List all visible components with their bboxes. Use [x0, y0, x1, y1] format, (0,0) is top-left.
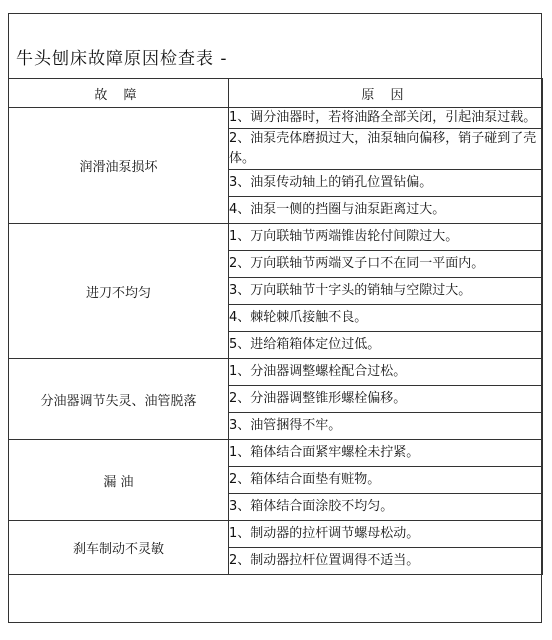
table-row: [9, 224, 543, 251]
cause-cell: 4、棘轮棘爪接触不良。: [229, 305, 543, 332]
cause-cell: 4、油泵一侧的挡圈与油泵距离过大。: [229, 197, 543, 224]
cause-cell: 3、油管捆得不牢。: [229, 413, 543, 440]
cause-cell: 2、万向联轴节两端叉子口不在同一平面内。: [229, 251, 543, 278]
cause-cell: 1、调分油器时，若将油路全部关闭，引起油泵过载。: [229, 108, 543, 129]
cause-cell: 3、万向联轴节十字头的销轴与空隙过大。: [229, 278, 543, 305]
table-row: [9, 359, 543, 386]
table-row: [9, 108, 543, 129]
header-cause: 原 因: [229, 79, 543, 108]
cause-cell: 3、箱体结合面涂胶不均匀。: [229, 494, 543, 521]
cause-cell: 1、万向联轴节两端锥齿轮付间隙过大。: [229, 224, 543, 251]
cause-cell: 1、分油器调整螺栓配合过松。: [229, 359, 543, 386]
cause-cell: 3、油泵传动轴上的销孔位置钻偏。: [229, 170, 543, 197]
fault-cell: 漏 油: [9, 440, 229, 521]
header-fault: 故 障: [9, 79, 229, 108]
cause-cell: 2、油泵壳体磨损过大，油泵轴向偏移，销子碰到了壳体。: [229, 129, 543, 170]
table-row: [9, 440, 543, 467]
page-title: 牛头刨床故障原因检查表 -: [16, 49, 228, 69]
cause-cell: 2、箱体结合面垫有赃物。: [229, 467, 543, 494]
cause-cell: 1、箱体结合面紧牢螺栓未拧紧。: [229, 440, 543, 467]
fault-cause-table: [8, 78, 543, 575]
cause-cell: 1、制动器的拉杆调节螺母松动。: [229, 521, 543, 548]
fault-cell: 分油器调节失灵、油管脱落: [9, 359, 229, 440]
cause-cell: 2、分油器调整锥形螺栓偏移。: [229, 386, 543, 413]
fault-cell: 润滑油泵损坏: [9, 108, 229, 224]
cause-cell: 2、制动器拉杆位置调得不适当。: [229, 548, 543, 575]
table-row: [9, 521, 543, 548]
table-header-row: [9, 79, 543, 108]
cause-cell: 5、进给箱箱体定位过低。: [229, 332, 543, 359]
fault-cell: 进刀不均匀: [9, 224, 229, 359]
fault-cell: 刹车制动不灵敏: [9, 521, 229, 575]
